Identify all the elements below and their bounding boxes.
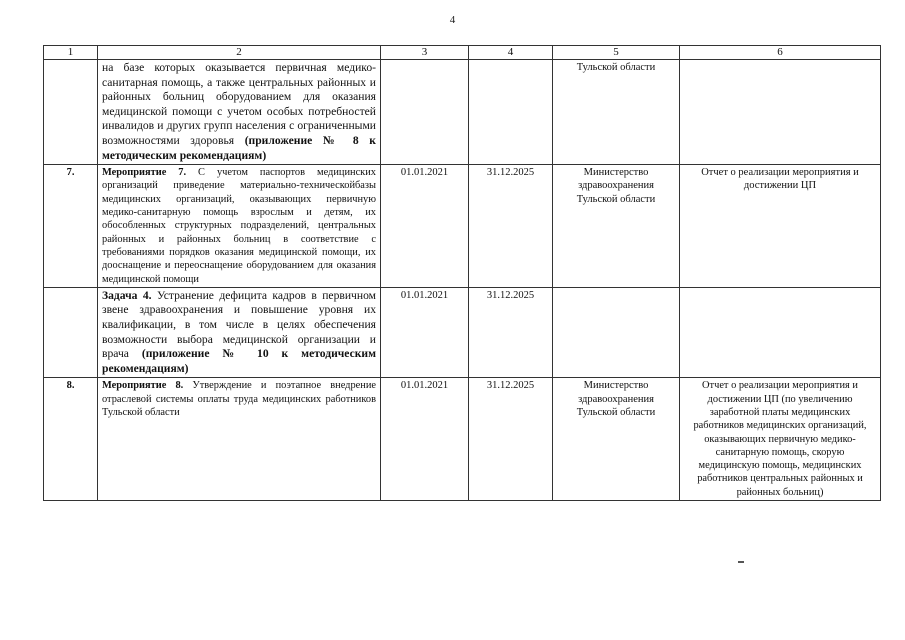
activities-table (43, 45, 881, 501)
scan-mark (738, 561, 744, 563)
description-text: на базе которых оказывается первичная медико-санитарная помощь, а также центральных районных и районных больниц оборудованием для оказания медицинской помощи с учетом особых потребностей инвалидов и других групп населения с ограниченными возможностями здоровья (102, 61, 376, 147)
end-date: 31.12.2025 (469, 287, 553, 378)
activity-description (98, 165, 381, 288)
appendix-reference: (приложение № 8 к методическим рекомендациям) (102, 133, 376, 162)
table-row (44, 378, 881, 501)
task-description (98, 287, 381, 378)
start-date (381, 60, 469, 165)
header-col-3: 3 (381, 46, 469, 60)
task-label: Задача 4. (102, 288, 152, 302)
activity-label: Мероприятие 7. (102, 167, 187, 179)
executor: Министерство здравоохранения Тульской области (553, 165, 680, 288)
header-col-5: 5 (553, 46, 680, 60)
activity-description (98, 60, 381, 165)
row-number (44, 60, 98, 165)
description-text: Утверждение и поэтапное внедрение отраслевой системы оплаты труда медицинских работников Тульской области (102, 380, 376, 418)
row-number: 8. (44, 378, 98, 501)
result (680, 60, 881, 165)
activity-label: Мероприятие 8. (102, 380, 184, 392)
row-number: 7. (44, 165, 98, 288)
description-text: Устранение дефицита кадров в первичном звене здравоохранения и повышение уровня их квалификации, в том числе в целях обеспечения возможности выбора медицинской организации и врача (102, 288, 377, 361)
executor (553, 287, 680, 378)
row-number (44, 287, 98, 378)
start-date: 01.01.2021 (381, 378, 469, 501)
executor: Тульской области (553, 60, 680, 165)
table-row (44, 60, 881, 165)
start-date: 01.01.2021 (381, 287, 469, 378)
description-text: С учетом паспортов медицинских организаций приведение материально-техническойбазы медицинских организаций, оказывающих первичную медико-санитарную помощь взрослым и детям, их обособленных структурных подразделений, центральных районных и районных больниц в соответствие с требованиями порядков оказания медицинской помощи, их дооснащение и переоснащение оборудованием для оказания медицинской помощи (102, 167, 376, 285)
header-row (44, 46, 881, 60)
end-date: 31.12.2025 (469, 378, 553, 501)
table-row (44, 165, 881, 288)
header-col-1: 1 (44, 46, 98, 60)
header-col-6: 6 (680, 46, 881, 60)
end-date (469, 60, 553, 165)
executor: Министерство здравоохранения Тульской области (553, 378, 680, 501)
appendix-reference: (приложение № 10 к методическим рекомендациям) (102, 347, 376, 375)
header-col-2: 2 (98, 46, 381, 60)
result (680, 287, 881, 378)
activity-description (98, 378, 381, 501)
header-col-4: 4 (469, 46, 553, 60)
page-number: 4 (449, 14, 456, 26)
end-date: 31.12.2025 (469, 165, 553, 288)
table-row (44, 287, 881, 378)
result: Отчет о реализации мероприятия и достижении ЦП (680, 165, 881, 288)
result: Отчет о реализации мероприятия и достижении ЦП (по увеличению заработной платы медицинских работников медицинских организаций, оказывающих первичную медико-санитарную помощь, скорую медицинскую помощь, медицинских работников центральных районных и районных больниц) (680, 378, 881, 501)
start-date: 01.01.2021 (381, 165, 469, 288)
